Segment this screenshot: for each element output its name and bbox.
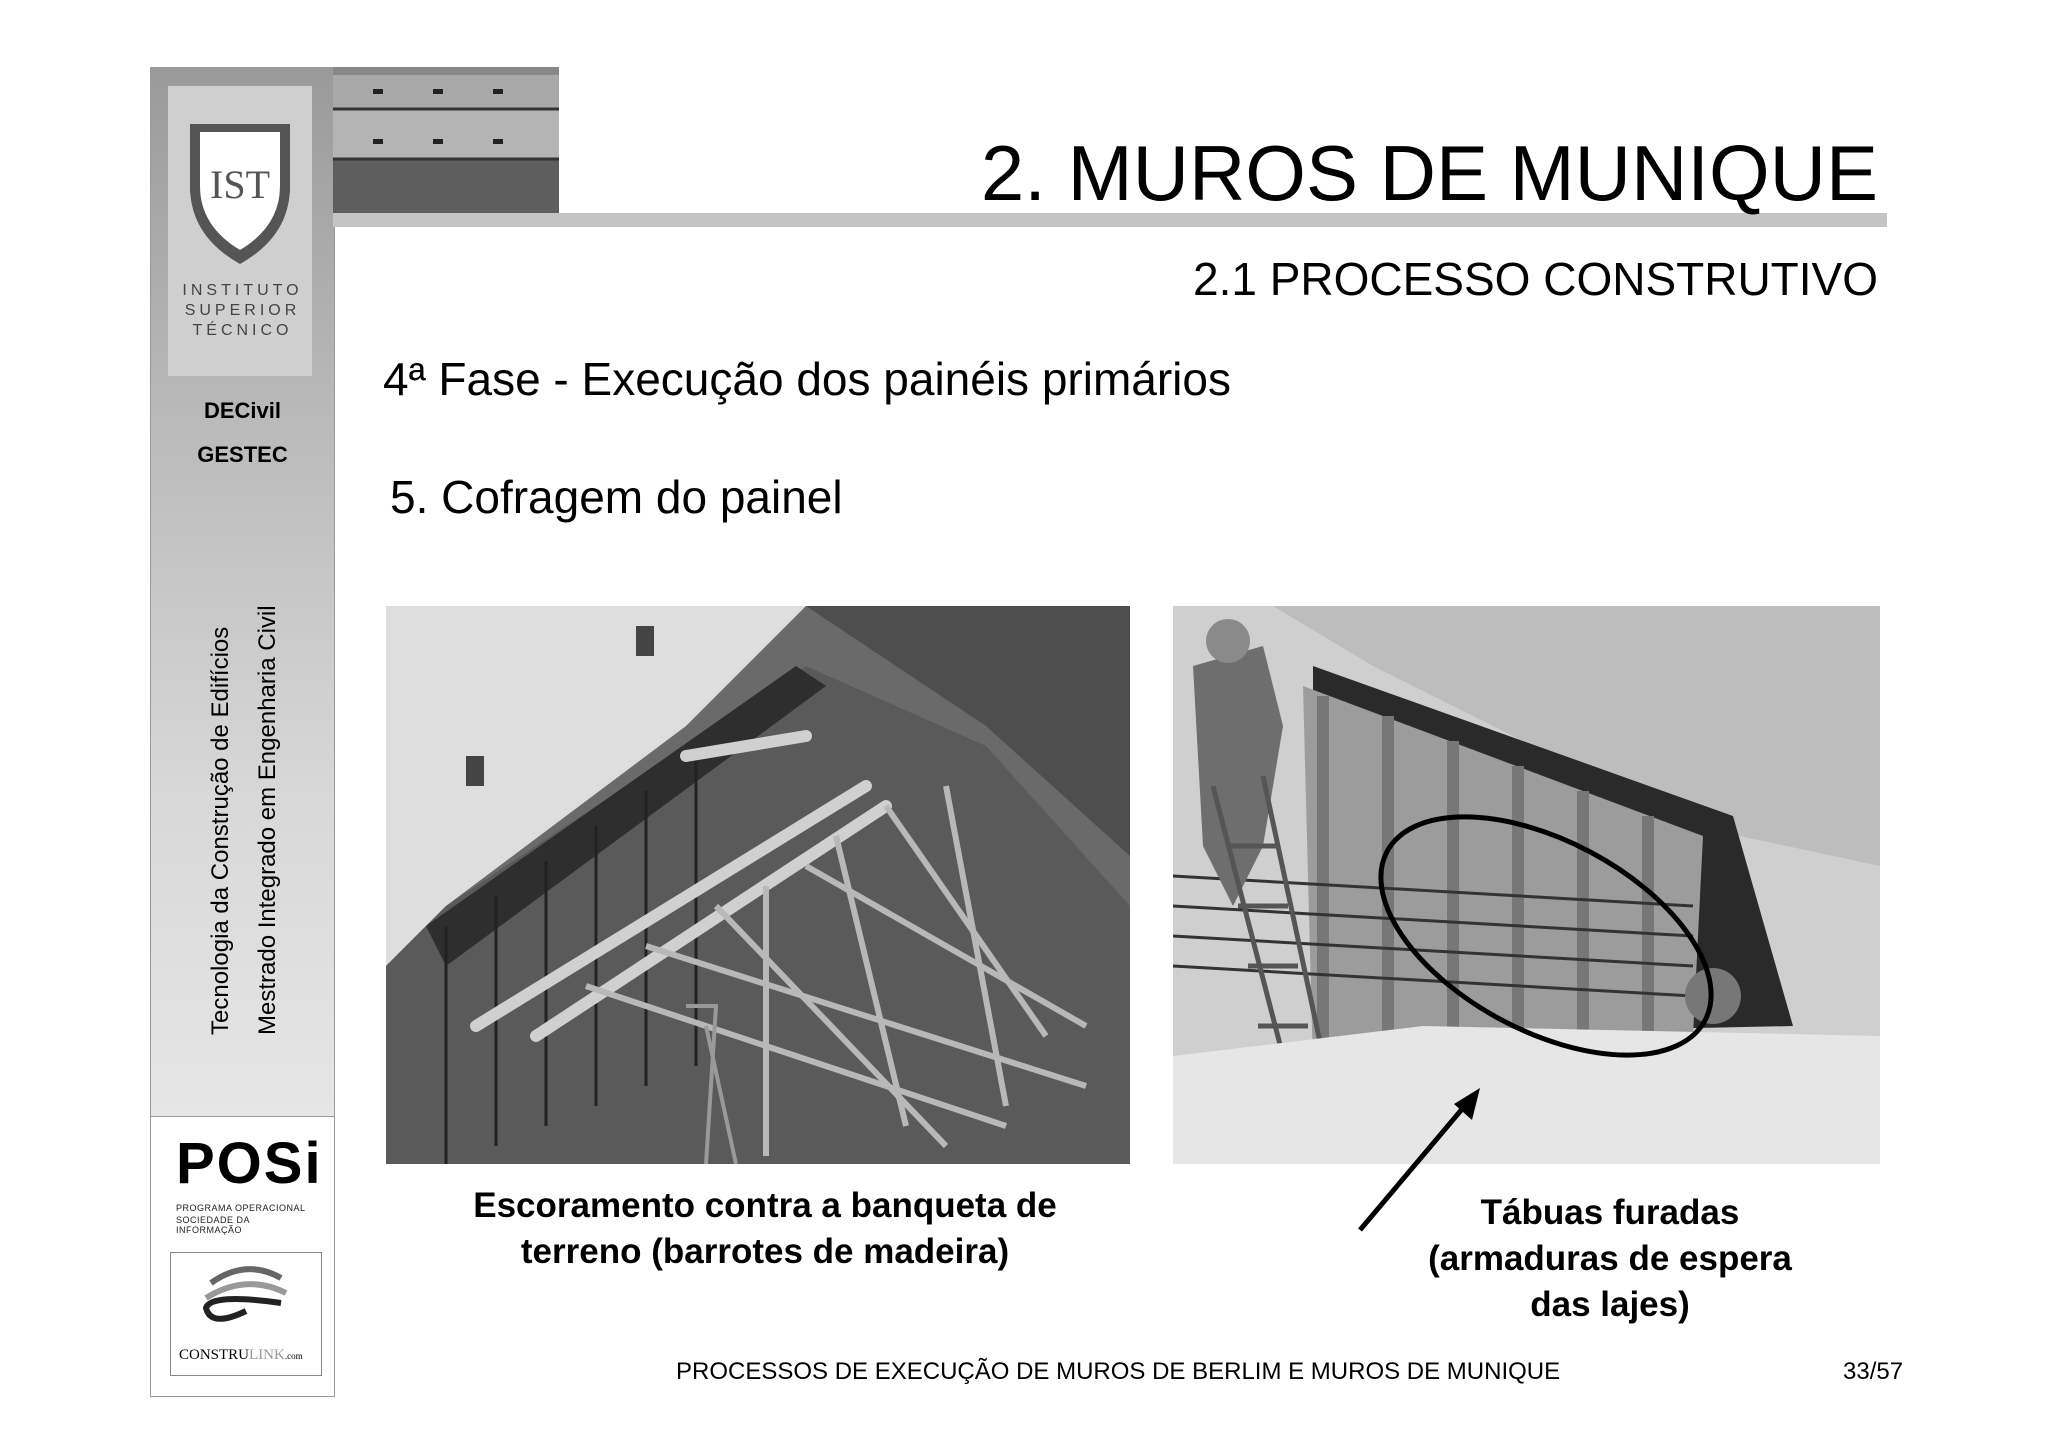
right-photo-caption [1340,1190,1880,1328]
right-caption-line-1: Tábuas furadas [1480,1193,1740,1232]
posi-logo-line2: SOCIEDADE DA INFORMAÇÃO [176,1215,250,1235]
left-caption-line-1: Escoramento contra a banqueta de [473,1186,1057,1225]
dept-label: DECivil [203,398,282,423]
step-heading: 5. Cofragem do painel [390,471,843,523]
left-caption-line-2: terreno (barrotes de madeira) [520,1232,1010,1271]
vertical-course-title: Tecnologia da Construção de Edifícios [207,626,234,1035]
construlink-word-domain: .com [284,1351,303,1361]
posi-logo: POSi [176,1131,323,1196]
construlink-arc-icon [171,1253,321,1333]
construlink-logo [170,1252,322,1376]
slide-title: 2. MUROS DE MUNIQUE [980,129,1878,217]
ist-shield-icon [168,86,312,286]
right-caption-line-2: (armaduras de espera [1428,1239,1792,1278]
right-caption-line-3: das lajes) [1530,1285,1690,1324]
phase-heading: 4ª Fase - Execução dos painéis primários [383,353,1231,405]
posi-logo-line1: PROGRAMA OPERACIONAL [176,1203,306,1213]
left-photo-caption [390,1183,1140,1275]
construlink-word-main: CONSTRU [179,1347,250,1363]
vertical-program-title: Mestrado Integrado em Engenharia Civil [254,605,281,1035]
header-wall-photo [333,67,559,213]
slide-subtitle: 2.1 PROCESSO CONSTRUTIVO [1192,253,1878,305]
construlink-word-suffix: LINK [249,1347,285,1363]
institute-line-1: INSTITUTO [182,282,303,299]
svg-text:IST: IST [210,162,270,207]
perforated-boards-photo [1173,606,1880,1164]
group-label: GESTEC [197,442,288,467]
footer-text: PROCESSOS DE EXECUÇÃO DE MUROS DE BERLIM E MUROS DE MUNIQUE [676,1358,1561,1385]
formwork-shoring-photo [386,606,1130,1164]
institute-line-3: TÉCNICO [192,322,293,339]
institute-line-2: SUPERIOR [184,302,301,319]
page-number: 33/57 [1843,1358,1904,1385]
